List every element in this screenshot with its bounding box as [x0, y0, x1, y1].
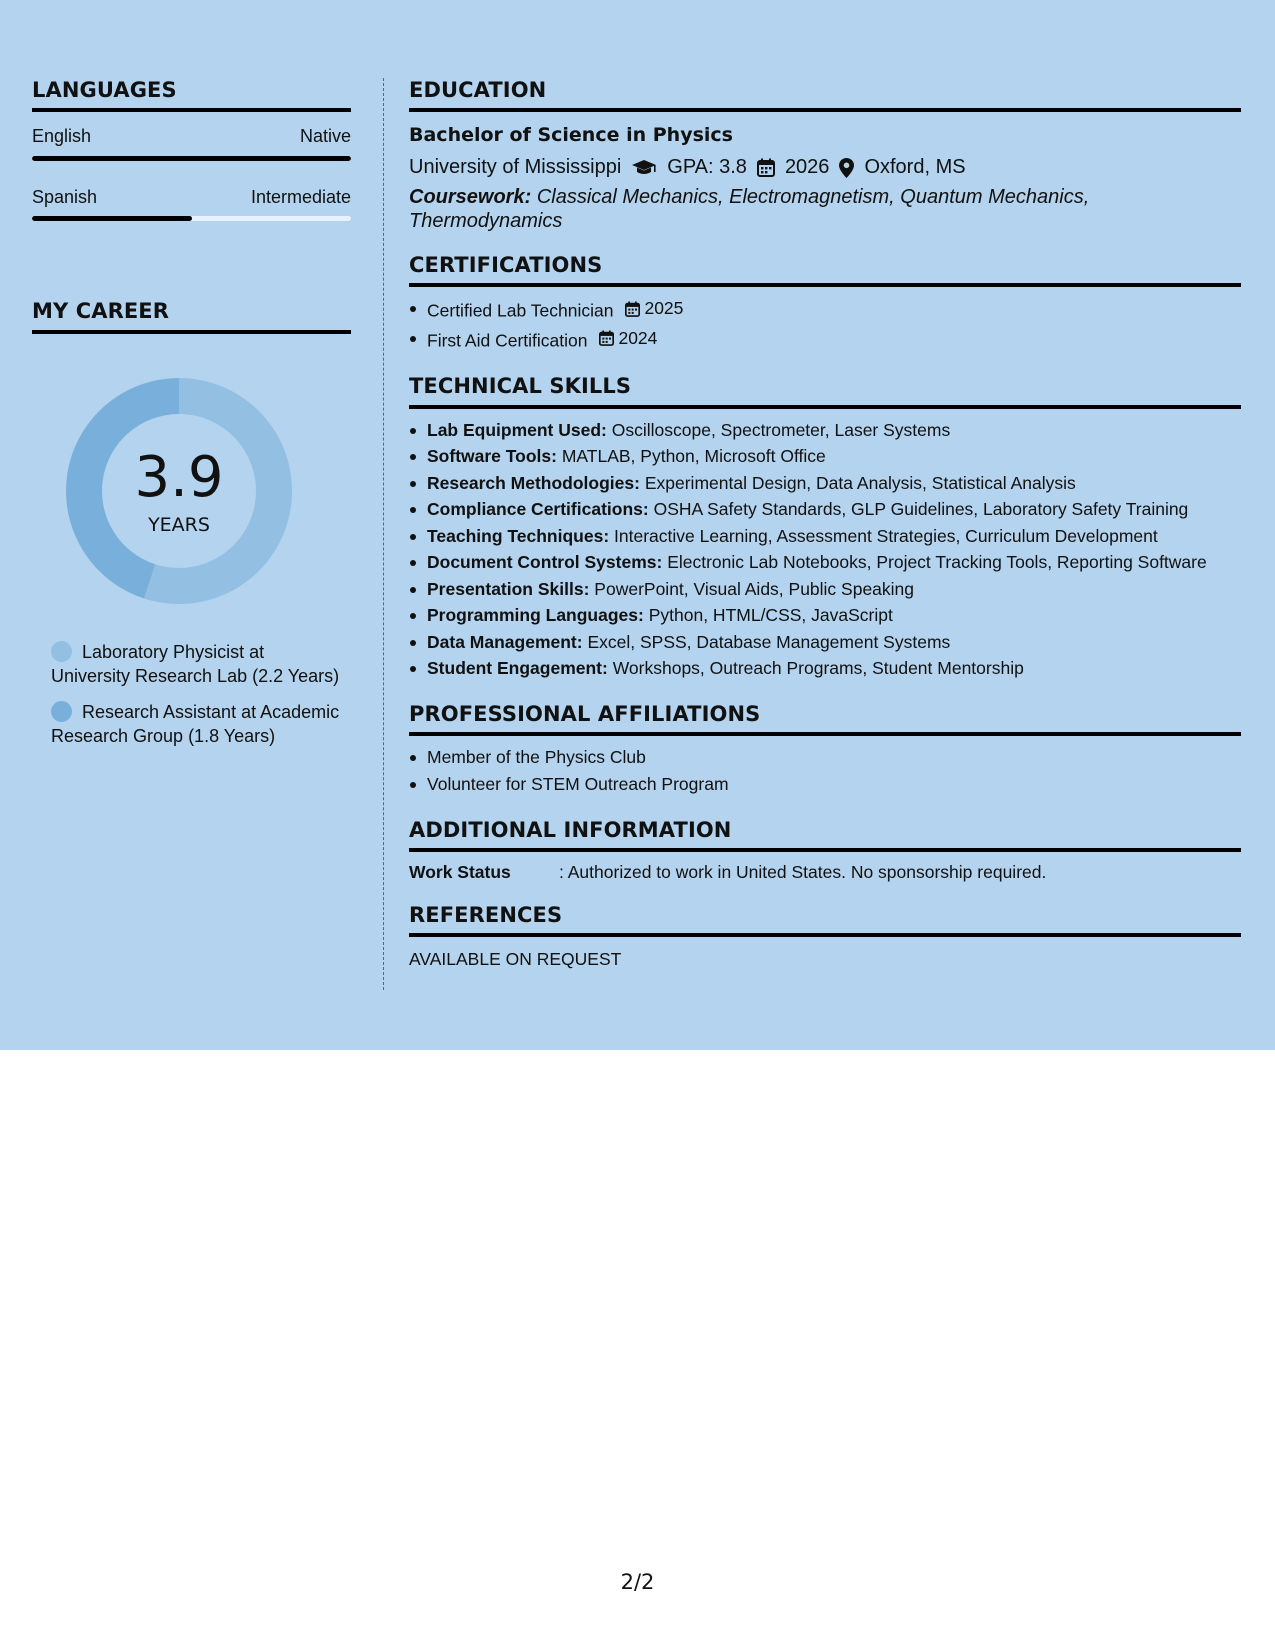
page-number: 2/2: [620, 1570, 655, 1594]
cert-year: 2024: [618, 327, 658, 348]
certifications-section: [409, 253, 1241, 354]
languages-heading: LANGUAGES: [32, 78, 351, 112]
coursework-label: Coursework:: [409, 186, 532, 209]
education-heading: EDUCATION: [409, 78, 1241, 112]
degree-title: Bachelor of Science in Physics: [409, 124, 733, 147]
list-item: [409, 325, 1241, 355]
legend-dot: [51, 701, 72, 722]
graduation-cap-icon: [631, 159, 657, 177]
skill-item: Document Control Systems: Electronic Lab Notebooks, Project Tracking Tools, Reporting Software: [409, 549, 1241, 576]
language-item-spanish: [32, 187, 351, 222]
column-divider: [383, 78, 384, 990]
education-meta: [409, 156, 1241, 179]
cert-name: Certified Lab Technician: [427, 300, 614, 321]
technical-skills-section: [409, 374, 1241, 681]
affiliations-section: [409, 702, 1241, 798]
skill-item: Teaching Techniques: Interactive Learning, Assessment Strategies, Curriculum Development: [409, 523, 1241, 550]
coursework: [409, 185, 1241, 233]
graduation-year: 2026: [784, 156, 830, 179]
work-status-value: : Authorized to work in United States. No sponsorship required.: [559, 861, 1047, 882]
sidebar: [32, 78, 351, 760]
additional-info-section: [409, 818, 1241, 883]
affiliations-heading: PROFESSIONAL AFFILIATIONS: [409, 702, 1241, 736]
list-item: Member of the Physics Club: [409, 744, 1241, 771]
work-status-label: Work Status: [409, 861, 511, 882]
skill-item: Student Engagement: Workshops, Outreach Programs, Student Mentorship: [409, 655, 1241, 682]
language-level-bar: [32, 216, 351, 221]
technical-skills-list: [409, 417, 1241, 682]
references-text: AVAILABLE ON REQUEST: [409, 949, 622, 970]
calendar-icon: [625, 301, 640, 317]
skill-item: Programming Languages: Python, HTML/CSS, JavaScript: [409, 602, 1241, 629]
cert-year: 2025: [644, 298, 684, 319]
skill-item: Presentation Skills: PowerPoint, Visual Aids, Public Speaking: [409, 576, 1241, 603]
career-total-years: 3.9: [134, 444, 224, 510]
language-name: Spanish: [32, 186, 98, 207]
education-section: [409, 78, 1241, 233]
location-pin-icon: [839, 158, 854, 178]
skill-item: Research Methodologies: Experimental Design, Data Analysis, Statistical Analysis: [409, 470, 1241, 497]
certifications-heading: CERTIFICATIONS: [409, 253, 1241, 287]
references-section: [409, 903, 1241, 970]
calendar-icon: [757, 158, 775, 177]
career-legend: [51, 640, 351, 748]
skill-item: Lab Equipment Used: Oscilloscope, Spectrometer, Laser Systems: [409, 417, 1241, 444]
affiliations-list: [409, 744, 1241, 798]
work-status-row: [409, 862, 1241, 883]
education-location: Oxford, MS: [864, 156, 966, 179]
gpa: GPA: 3.8: [667, 156, 747, 179]
career-legend-item: [51, 640, 341, 688]
language-level-bar-fill: [32, 216, 192, 221]
references-heading: REFERENCES: [409, 903, 1241, 937]
skill-item: Data Management: Excel, SPSS, Database Management Systems: [409, 629, 1241, 656]
career-legend-item: [51, 700, 341, 748]
language-level: Intermediate: [250, 186, 351, 207]
cert-name: First Aid Certification: [427, 330, 588, 351]
language-item-english: [32, 126, 351, 161]
career-job-label: Research Assistant at Academic Research Group (1.8 Years): [51, 701, 340, 746]
career-heading: MY CAREER: [32, 299, 351, 333]
list-item: [409, 295, 1241, 325]
career-job-label: Laboratory Physicist at University Research Lab (2.2 Years): [51, 641, 340, 686]
skill-item: Compliance Certifications: OSHA Safety Standards, GLP Guidelines, Laboratory Safety Training: [409, 496, 1241, 523]
language-level-bar: [32, 156, 351, 161]
language-name: English: [32, 126, 92, 147]
calendar-icon: [599, 330, 614, 346]
coursework-list: Classical Mechanics, Electromagnetism, Quantum Mechanics, Thermodynamics: [409, 186, 1090, 233]
additional-info-heading: ADDITIONAL INFORMATION: [409, 818, 1241, 852]
language-level: Native: [299, 126, 351, 147]
language-level-bar-fill: [32, 156, 351, 161]
career-donut-chart: [66, 378, 292, 604]
skill-item: Software Tools: MATLAB, Python, Microsoft Office: [409, 443, 1241, 470]
main-content: [409, 78, 1241, 970]
technical-skills-heading: TECHNICAL SKILLS: [409, 374, 1241, 408]
list-item: Volunteer for STEM Outreach Program: [409, 771, 1241, 798]
school-name: University of Mississippi: [409, 156, 622, 179]
legend-dot: [51, 641, 72, 662]
certifications-list: [409, 295, 1241, 354]
career-total-unit: YEARS: [148, 513, 210, 536]
